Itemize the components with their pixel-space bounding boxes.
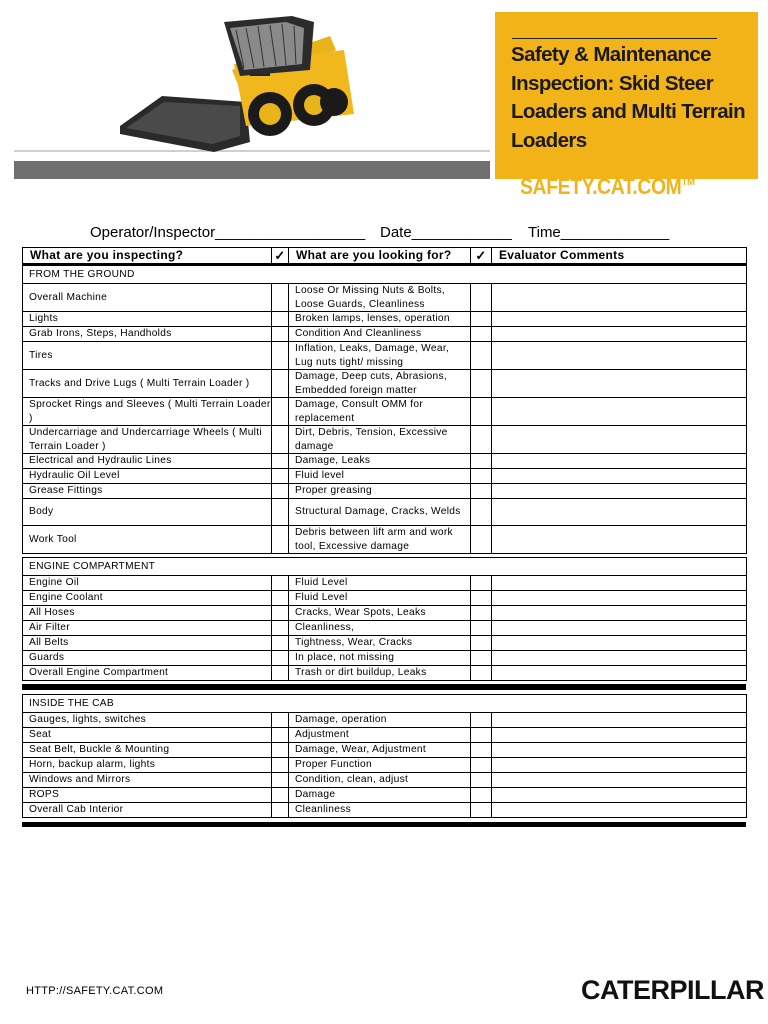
inspection-criteria: Damage, Consult OMM for replacement bbox=[289, 398, 471, 426]
evaluator-comment-cell[interactable] bbox=[492, 591, 747, 606]
section-title: INSIDE THE CAB bbox=[23, 695, 747, 713]
inspection-criteria: Damage, Leaks bbox=[289, 454, 471, 469]
inspection-item: Grease Fittings bbox=[23, 484, 272, 499]
table-row bbox=[23, 621, 747, 636]
check-box[interactable] bbox=[471, 758, 492, 773]
check-box[interactable] bbox=[471, 370, 492, 398]
check-box[interactable] bbox=[471, 621, 492, 636]
section-title: ENGINE COMPARTMENT bbox=[23, 558, 747, 576]
check-box[interactable] bbox=[272, 773, 289, 788]
check-box[interactable] bbox=[272, 426, 289, 454]
check-box[interactable] bbox=[471, 327, 492, 342]
table-header-row bbox=[23, 248, 747, 265]
inspection-item: Overall Machine bbox=[23, 284, 272, 312]
table-row bbox=[23, 327, 747, 342]
check-box[interactable] bbox=[471, 426, 492, 454]
check-box[interactable] bbox=[272, 621, 289, 636]
check-box[interactable] bbox=[272, 312, 289, 327]
caterpillar-logo bbox=[581, 975, 764, 1006]
evaluator-comment-cell[interactable] bbox=[492, 758, 747, 773]
check-box[interactable] bbox=[471, 526, 492, 554]
check-box[interactable] bbox=[272, 499, 289, 526]
evaluator-comment-cell[interactable] bbox=[492, 454, 747, 469]
inspection-criteria: Damage, Wear, Adjustment bbox=[289, 743, 471, 758]
inspection-criteria: Inflation, Leaks, Damage, Wear, Lug nuts tight/ missing bbox=[289, 342, 471, 370]
check-box[interactable] bbox=[471, 743, 492, 758]
inspection-criteria: Structural Damage, Cracks, Welds bbox=[289, 499, 471, 526]
header-comments: Evaluator Comments bbox=[492, 248, 747, 265]
check-box[interactable] bbox=[272, 728, 289, 743]
inspection-item: Lights bbox=[23, 312, 272, 327]
section-divider bbox=[22, 684, 746, 690]
inspection-item: Overall Engine Compartment bbox=[23, 666, 272, 681]
check-box[interactable] bbox=[471, 713, 492, 728]
time-field[interactable]: Time_____________ bbox=[528, 224, 670, 241]
check-box[interactable] bbox=[471, 484, 492, 499]
inspection-criteria: Debris between lift arm and work tool, Excessive damage bbox=[289, 526, 471, 554]
header-inspecting: What are you inspecting? bbox=[23, 248, 272, 265]
inspection-criteria: Condition, clean, adjust bbox=[289, 773, 471, 788]
evaluator-comment-cell[interactable] bbox=[492, 728, 747, 743]
check-box[interactable] bbox=[471, 576, 492, 591]
check-box[interactable] bbox=[272, 342, 289, 370]
table-row bbox=[23, 312, 747, 327]
check-box[interactable] bbox=[272, 606, 289, 621]
evaluator-comment-cell[interactable] bbox=[492, 327, 747, 342]
check-box[interactable] bbox=[471, 728, 492, 743]
inspection-item: Seat Belt, Buckle & Mounting bbox=[23, 743, 272, 758]
inspection-criteria: Damage bbox=[289, 788, 471, 803]
table-row bbox=[23, 728, 747, 743]
inspection-item: Grab Irons, Steps, Handholds bbox=[23, 327, 272, 342]
inspection-item: Undercarriage and Undercarriage Wheels ( Multi Terrain Loader ) bbox=[23, 426, 272, 454]
inspection-criteria: Broken lamps, lenses, operation bbox=[289, 312, 471, 327]
inspection-item: Engine Coolant bbox=[23, 591, 272, 606]
evaluator-comment-cell[interactable] bbox=[492, 499, 747, 526]
inspection-item: Tires bbox=[23, 342, 272, 370]
check-box[interactable] bbox=[471, 398, 492, 426]
check-box[interactable] bbox=[272, 370, 289, 398]
inspection-item: Tracks and Drive Lugs ( Multi Terrain Loader ) bbox=[23, 370, 272, 398]
inspection-criteria: Adjustment bbox=[289, 728, 471, 743]
evaluator-comment-cell[interactable] bbox=[492, 606, 747, 621]
check-box[interactable] bbox=[272, 788, 289, 803]
inspection-criteria: Fluid level bbox=[289, 469, 471, 484]
check-box[interactable] bbox=[471, 312, 492, 327]
inspection-criteria: Fluid Level bbox=[289, 591, 471, 606]
table-row bbox=[23, 454, 747, 469]
header-grey-band bbox=[14, 161, 490, 179]
check-box[interactable] bbox=[272, 713, 289, 728]
header-looking: What are you looking for? bbox=[289, 248, 471, 265]
check-box[interactable] bbox=[272, 666, 289, 681]
check-box[interactable] bbox=[471, 606, 492, 621]
inspection-item: Engine Oil bbox=[23, 576, 272, 591]
section-divider bbox=[22, 822, 746, 827]
table-row bbox=[23, 576, 747, 591]
section-title-row bbox=[23, 265, 747, 284]
date-field[interactable]: Date____________ bbox=[380, 224, 512, 241]
inspection-item: All Hoses bbox=[23, 606, 272, 621]
table-row bbox=[23, 651, 747, 666]
header-check-2: ✓ bbox=[471, 248, 492, 265]
safety-site-text: SAFETY.CAT.COM bbox=[520, 174, 682, 199]
evaluator-comment-cell[interactable] bbox=[492, 469, 747, 484]
check-box[interactable] bbox=[272, 398, 289, 426]
document-title: Safety & Maintenance Inspection: Skid Steer Loaders and Multi Terrain Loaders bbox=[511, 43, 746, 152]
inspection-item: Electrical and Hydraulic Lines bbox=[23, 454, 272, 469]
evaluator-comment-cell[interactable] bbox=[492, 484, 747, 499]
safety-site-logo bbox=[520, 174, 695, 200]
check-box[interactable] bbox=[272, 327, 289, 342]
inspection-criteria: Dirt, Debris, Tension, Excessive damage bbox=[289, 426, 471, 454]
inspection-item: Seat bbox=[23, 728, 272, 743]
evaluator-comment-cell[interactable] bbox=[492, 576, 747, 591]
check-box[interactable] bbox=[471, 666, 492, 681]
evaluator-comment-cell[interactable] bbox=[492, 773, 747, 788]
section-title-row bbox=[23, 558, 747, 576]
check-box[interactable] bbox=[471, 636, 492, 651]
check-box[interactable] bbox=[471, 803, 492, 818]
check-box[interactable] bbox=[272, 651, 289, 666]
evaluator-comment-cell[interactable] bbox=[492, 636, 747, 651]
evaluator-comment-cell[interactable] bbox=[492, 312, 747, 327]
section-title: FROM THE GROUND bbox=[23, 265, 747, 284]
table-row bbox=[23, 758, 747, 773]
evaluator-comment-cell[interactable] bbox=[492, 666, 747, 681]
inspection-item: Hydraulic Oil Level bbox=[23, 469, 272, 484]
inspection-criteria: Proper Function bbox=[289, 758, 471, 773]
table-row bbox=[23, 370, 747, 398]
inspection-item: Horn, backup alarm, lights bbox=[23, 758, 272, 773]
evaluator-comment-cell[interactable] bbox=[492, 284, 747, 312]
table-row bbox=[23, 743, 747, 758]
table-row bbox=[23, 606, 747, 621]
check-box[interactable] bbox=[471, 342, 492, 370]
inspection-item: All Belts bbox=[23, 636, 272, 651]
table-row bbox=[23, 666, 747, 681]
table-row bbox=[23, 284, 747, 312]
inspection-item: Air Filter bbox=[23, 621, 272, 636]
table-row bbox=[23, 426, 747, 454]
skid-steer-loader-image bbox=[14, 10, 490, 160]
check-box[interactable] bbox=[272, 636, 289, 651]
table-row bbox=[23, 591, 747, 606]
check-box[interactable] bbox=[471, 773, 492, 788]
evaluator-comment-cell[interactable] bbox=[492, 788, 747, 803]
table-row bbox=[23, 499, 747, 526]
check-box[interactable] bbox=[272, 284, 289, 312]
check-box[interactable] bbox=[272, 454, 289, 469]
check-box[interactable] bbox=[471, 591, 492, 606]
inspection-item: Body bbox=[23, 499, 272, 526]
caterpillar-wordmark: CATERPILLAR bbox=[581, 975, 764, 1005]
table-row bbox=[23, 803, 747, 818]
inspection-table-cab bbox=[22, 694, 747, 818]
inspection-item: Work Tool bbox=[23, 526, 272, 554]
table-row bbox=[23, 788, 747, 803]
evaluator-comment-cell[interactable] bbox=[492, 713, 747, 728]
check-box[interactable] bbox=[272, 526, 289, 554]
check-box[interactable] bbox=[272, 469, 289, 484]
title-rule bbox=[512, 38, 717, 39]
table-row bbox=[23, 636, 747, 651]
inspection-criteria: Cracks, Wear Spots, Leaks bbox=[289, 606, 471, 621]
table-row bbox=[23, 773, 747, 788]
title-box bbox=[495, 12, 758, 179]
header-check: ✓ bbox=[272, 248, 289, 265]
inspection-item: Windows and Mirrors bbox=[23, 773, 272, 788]
table-row bbox=[23, 526, 747, 554]
inspection-item: Overall Cab Interior bbox=[23, 803, 272, 818]
inspection-criteria: Cleanliness, bbox=[289, 621, 471, 636]
evaluator-comment-cell[interactable] bbox=[492, 743, 747, 758]
check-box[interactable] bbox=[272, 758, 289, 773]
evaluator-comment-cell[interactable] bbox=[492, 803, 747, 818]
evaluator-comment-cell[interactable] bbox=[492, 621, 747, 636]
check-box[interactable] bbox=[471, 284, 492, 312]
evaluator-comment-cell[interactable] bbox=[492, 526, 747, 554]
trademark: TM bbox=[681, 176, 695, 188]
check-box[interactable] bbox=[471, 469, 492, 484]
footer-url[interactable]: HTTP://SAFETY.CAT.COM bbox=[26, 985, 164, 997]
check-box[interactable] bbox=[471, 454, 492, 469]
inspection-criteria: Loose Or Missing Nuts & Bolts, Loose Guards, Cleanliness bbox=[289, 284, 471, 312]
inspection-criteria: Damage, Deep cuts, Abrasions, Embedded foreign matter bbox=[289, 370, 471, 398]
check-box[interactable] bbox=[272, 484, 289, 499]
inspection-criteria: Fluid Level bbox=[289, 576, 471, 591]
inspection-criteria: Condition And Cleanliness bbox=[289, 327, 471, 342]
check-box[interactable] bbox=[272, 591, 289, 606]
check-box[interactable] bbox=[471, 788, 492, 803]
check-box[interactable] bbox=[272, 803, 289, 818]
evaluator-comment-cell[interactable] bbox=[492, 426, 747, 454]
evaluator-comment-cell[interactable] bbox=[492, 651, 747, 666]
inspection-criteria: Tightness, Wear, Cracks bbox=[289, 636, 471, 651]
check-box[interactable] bbox=[272, 743, 289, 758]
table-row bbox=[23, 342, 747, 370]
table-row bbox=[23, 484, 747, 499]
section-title-row bbox=[23, 695, 747, 713]
table-row bbox=[23, 469, 747, 484]
inspection-criteria: Damage, operation bbox=[289, 713, 471, 728]
inspection-item: Gauges, lights, switches bbox=[23, 713, 272, 728]
operator-inspector-field[interactable]: Operator/Inspector__________________ bbox=[90, 224, 366, 241]
inspection-item: ROPS bbox=[23, 788, 272, 803]
check-box[interactable] bbox=[471, 651, 492, 666]
evaluator-comment-cell[interactable] bbox=[492, 370, 747, 398]
evaluator-comment-cell[interactable] bbox=[492, 398, 747, 426]
check-box[interactable] bbox=[272, 576, 289, 591]
table-row bbox=[23, 713, 747, 728]
table-row bbox=[23, 398, 747, 426]
inspection-criteria: In place, not missing bbox=[289, 651, 471, 666]
inspection-info-row bbox=[0, 224, 768, 244]
inspection-criteria: Trash or dirt buildup, Leaks bbox=[289, 666, 471, 681]
evaluator-comment-cell[interactable] bbox=[492, 342, 747, 370]
check-box[interactable] bbox=[471, 499, 492, 526]
inspection-table-ground bbox=[22, 247, 747, 554]
inspection-item: Guards bbox=[23, 651, 272, 666]
inspection-criteria: Proper greasing bbox=[289, 484, 471, 499]
inspection-criteria: Cleanliness bbox=[289, 803, 471, 818]
inspection-table-engine bbox=[22, 557, 747, 681]
inspection-item: Sprocket Rings and Sleeves ( Multi Terrain Loader ) bbox=[23, 398, 272, 426]
